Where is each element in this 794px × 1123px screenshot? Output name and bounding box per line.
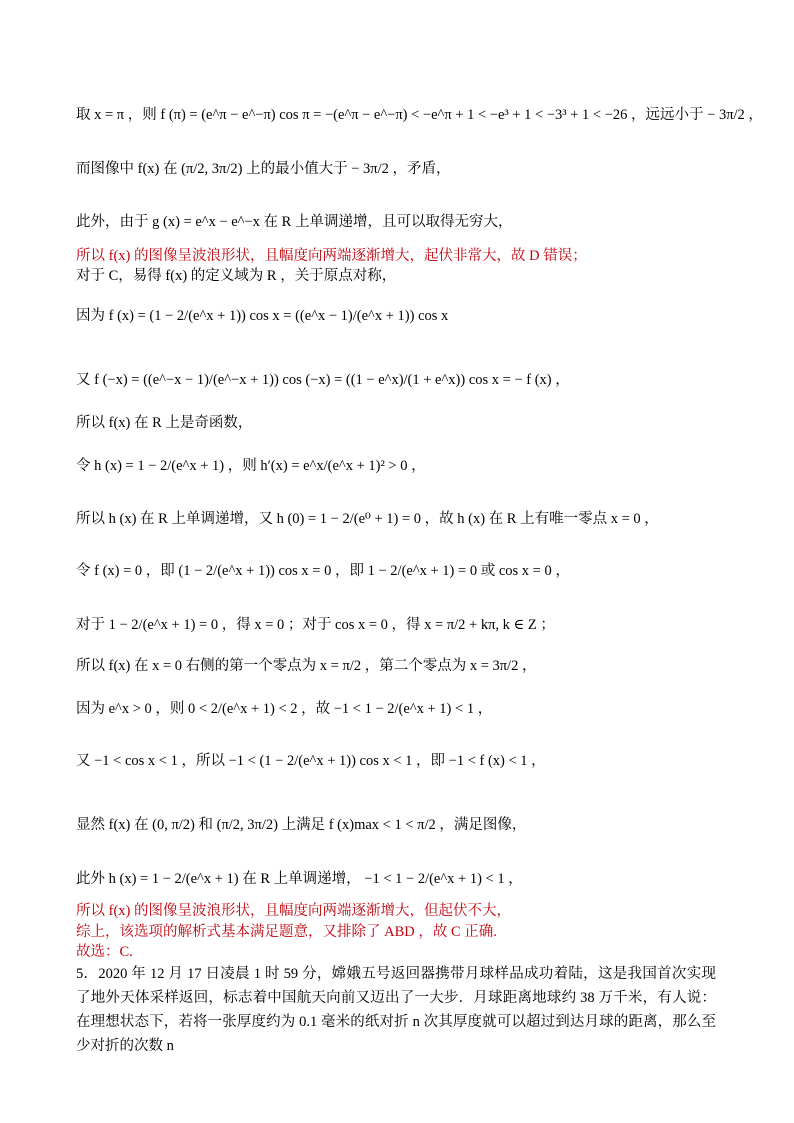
solution-line-7: 又 f (−x) = ((e^−x − 1)/(e^−x + 1)) cos (−x) = ((1 − e^x)/(1 + e^x)) cos x = − f (x) ， xyxy=(76,372,570,388)
solution-line-9: 令 h (x) = 1 − 2/(e^x + 1) ，则 h′(x) = e^x/(e^x + 1)² > 0 ， xyxy=(76,458,426,474)
solution-line-15: 又 −1 < cos x < 1 ，所以 −1 < (1 − 2/(e^x + 1)) cos x < 1 ，即 −1 < f (x) < 1 ， xyxy=(76,753,546,769)
solution-line-16: 显然 f(x) 在 (0, π/2) 和 (π/2, 3π/2) 上满足 f (x)max < 1 < π/2 ，满足图像， xyxy=(76,817,527,833)
solution-line-5: 对于 C，易得 f(x) 的定义域为 R ，关于原点对称， xyxy=(76,268,397,284)
solution-line-12: 对于 1 − 2/(e^x + 1) = 0 ，得 x = 0 ；对于 cos x = 0 ，得 x = π/2 + kπ, k ∈ Z ； xyxy=(76,617,555,633)
solution-line-11: 令 f (x) = 0 ，即 (1 − 2/(e^x + 1)) cos x = 0 ，即 1 − 2/(e^x + 1) = 0 或 cos x = 0 ， xyxy=(76,563,570,579)
answer-line: 故选：C. xyxy=(76,944,133,960)
solution-line-19: 综上，该选项的解析式基本满足题意，又排除了 ABD ，故 C 正确. xyxy=(76,924,497,940)
solution-line-18: 所以 f(x) 的图像呈波浪形状，且幅度向两端逐渐增大，但起伏不大， xyxy=(76,903,511,919)
solution-line-8: 所以 f(x) 在 R 上是奇函数， xyxy=(76,415,253,431)
solution-line-10: 所以 h (x) 在 R 上单调递增，又 h (0) = 1 − 2/(e⁰ + 1) = 0 ，故 h (x) 在 R 上有唯一零点 x = 0 ， xyxy=(76,511,659,527)
solution-line-2: 而图像中 f(x) 在 (π/2, 3π/2) 上的最小值大于 − 3π/2 ，矛盾， xyxy=(76,161,451,177)
solution-line-4: 所以 f(x) 的图像呈波浪形状，且幅度向两端逐渐增大，起伏非常大，故 D 错误； xyxy=(76,248,587,264)
solution-line-17: 此外 h (x) = 1 − 2/(e^x + 1) 在 R 上单调递增， −1 < 1 − 2/(e^x + 1) < 1 ， xyxy=(76,871,523,887)
solution-line-1: 取 x = π ，则 f (π) = (e^π − e^−π) cos π = −(e^π − e^−π) < −e^π + 1 < −e³ + 1 < −3³ + 1 < −26 ，远远小于 − 3π/2 ， xyxy=(76,107,763,123)
solution-line-6: 因为 f (x) = (1 − 2/(e^x + 1)) cos x = ((e^x − 1)/(e^x + 1)) cos x xyxy=(76,308,449,324)
problem-5-stem: 5．2020 年 12 月 17 日凌晨 1 时 59 分，嫦娥五号返回器携带月球样品成功着陆，这是我国首次实现了地外天体采样返回，标志着中国航天向前又迈出了一大步．月球距离地球约 38 万千米，有人说：在理想状态下，若将一张厚度约为 0.1 毫米的纸对折 n 次其厚度就可以超过到达月球的距离，那么至少对折的次数 n xyxy=(76,966,716,1054)
solution-line-3: 此外，由于 g (x) = e^x − e^−x 在 R 上单调递增，且可以取得无穷大， xyxy=(76,214,513,230)
solution-line-14: 因为 e^x > 0 ，则 0 < 2/(e^x + 1) < 2 ，故 −1 < 1 − 2/(e^x + 1) < 1 ， xyxy=(76,701,493,717)
solution-line-13: 所以 f(x) 在 x = 0 右侧的第一个零点为 x = π/2 ，第二个零点为 x = 3π/2 ， xyxy=(76,658,537,674)
